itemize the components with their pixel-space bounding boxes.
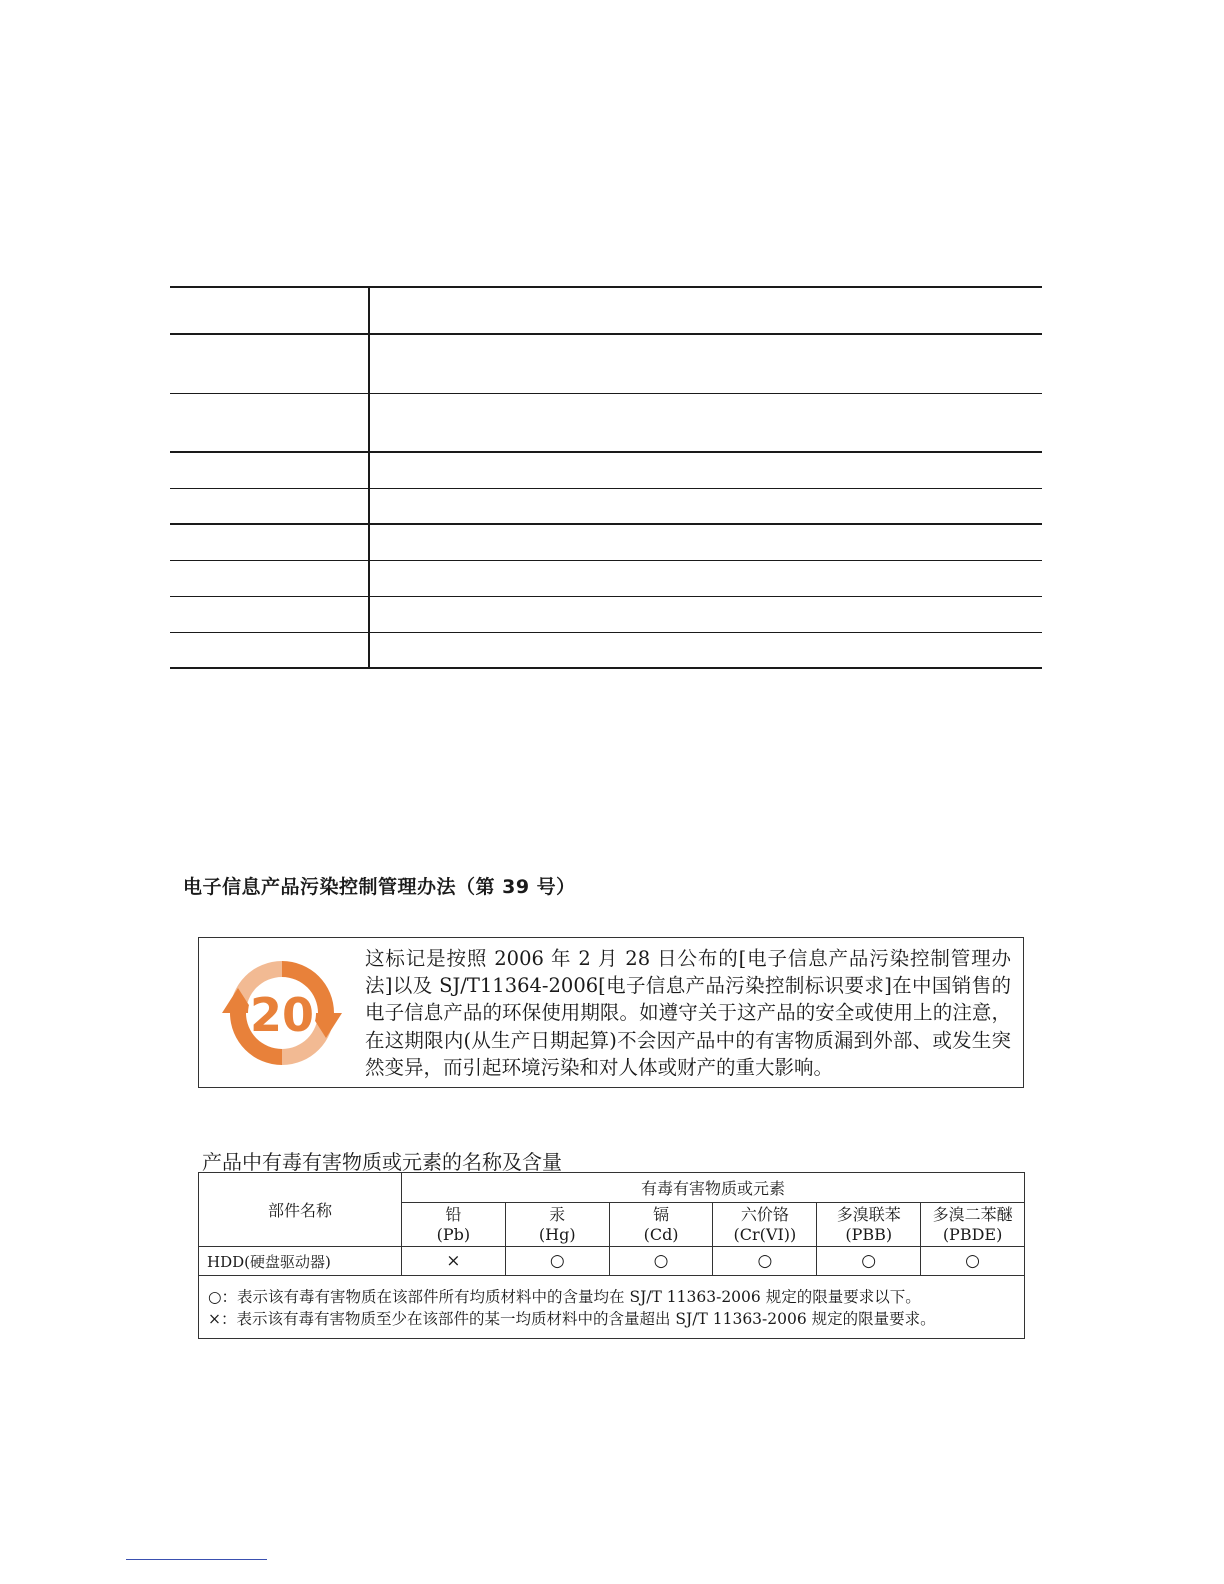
substance-value-cell: × [402, 1247, 506, 1276]
efup-notice-box [198, 937, 1024, 1088]
substance-value-cell: ○ [609, 1247, 713, 1276]
substance-header: 汞 (Hg) [505, 1203, 609, 1247]
hazard-substance-table [198, 1172, 1025, 1339]
substance-value-cell: ○ [817, 1247, 921, 1276]
blank-ruled-table [170, 286, 1042, 669]
table-row [199, 1247, 1025, 1276]
substance-value-cell: ○ [505, 1247, 609, 1276]
substance-header: 镉 (Cd) [609, 1203, 713, 1247]
substance-group-header: 有毒有害物质或元素 [402, 1173, 1025, 1203]
legend-notes [199, 1276, 1025, 1339]
substance-header: 多溴联苯 (PBB) [817, 1203, 921, 1247]
efup-years-label: 20 [249, 988, 315, 1042]
substance-header: 铅 (Pb) [402, 1203, 506, 1247]
efup-paragraph: 这标记是按照 2006 年 2 月 28 日公布的[电子信息产品污染控制管理办法]以及 SJ/T11364-2006[电子信息产品污染控制标识要求]在中国销售的电子信息产品的环保使用期限。如遵守关于这产品的安全或使用上的注意，在这期限内(从生产日期起算)不会因产品中的有害物质漏到外部、或发生突然变异，而引起环境污染和对人体或财产的重大影响。 [365, 947, 1011, 1079]
substance-value-cell: ○ [713, 1247, 817, 1276]
section-heading: 电子信息产品污染控制管理办法（第 39 号） [183, 876, 576, 898]
substance-header: 多溴二苯醚 (PBDE) [921, 1203, 1025, 1247]
hazard-table-caption: 产品中有毒有害物质或元素的名称及含量 [202, 1150, 562, 1174]
part-name-cell: HDD(硬盘驱动器) [199, 1247, 402, 1276]
legend-note: ○：表示该有毒有害物质在该部件所有均质材料中的含量均在 SJ/T 11363-2006 规定的限量要求以下。 [208, 1288, 921, 1306]
efup-20-recycle-icon [211, 952, 353, 1074]
substance-header: 六价铬 (Cr(VI)) [713, 1203, 817, 1247]
footer-rule [126, 1559, 267, 1560]
part-name-header: 部件名称 [199, 1173, 402, 1247]
legend-note: ×：表示该有毒有害物质至少在该部件的某一均质材料中的含量超出 SJ/T 11363-2006 规定的限量要求。 [208, 1310, 936, 1328]
substance-value-cell: ○ [921, 1247, 1025, 1276]
